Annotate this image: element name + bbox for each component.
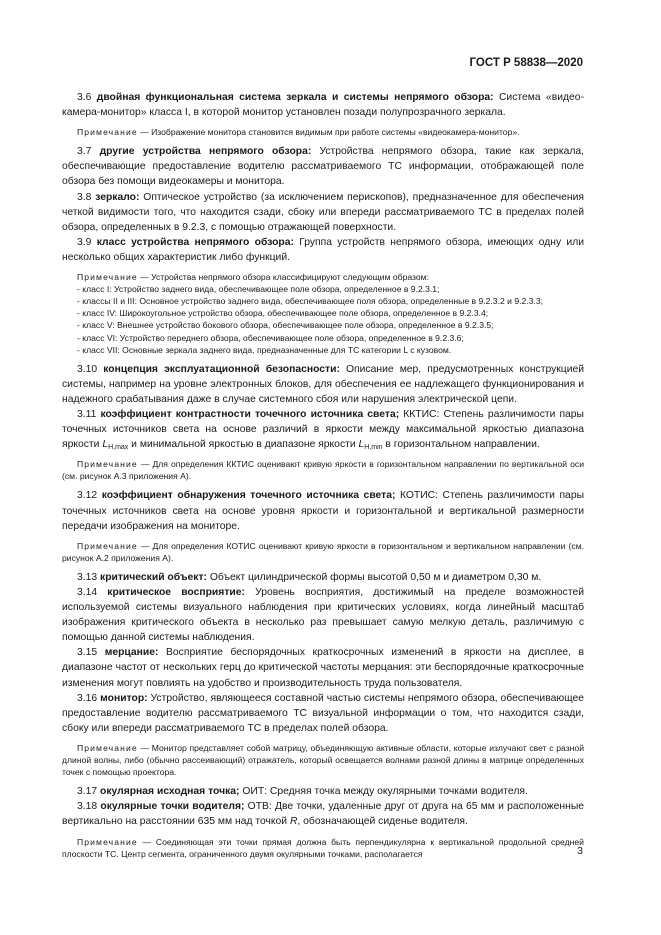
term-title: критическое восприятие: xyxy=(107,587,245,598)
term-title: монитор: xyxy=(100,692,148,704)
note-3-16: Примечание — Монитор представляет собой матрицу, объединяющую активные области, которые излучают свет с разной длиной волны, либо (обычно рассеивающий) отражатель, который освещается волнами разной длины в матрице определенных точек с помощью проектора. xyxy=(62,742,584,778)
note-3-18: Примечание — Соединяющая эти точки прямая должна быть перпендикулярна к вертикальной продольной средней плоскости ТС. Центр сегмента, ограниченного двумя окулярными точками, располагается xyxy=(62,836,584,859)
term-3-10: 3.10 концепция эксплуатационной безопасности: Описание мер, предусмотренных конструкцией системы, например на уровне электронных блоков, для обеспечения ее надлежащего функционирования и надежного срабатывания даже в случае системного сбоя или нарушения электрической цепи. xyxy=(62,363,585,405)
term-3-6: 3.6 двойная функциональная система зеркала и системы непрямого обзора: Система «видео-камера-монитор» класса I, в которой монитор установлен позади полупрозрачного зеркала. xyxy=(62,92,585,119)
term-3-9: 3.9 класс устройства непрямого обзора: Группа устройств непрямого обзора, имеющих одну или несколько общих характеристик либо функций. xyxy=(62,236,585,263)
term-3-18: 3.18 окулярные точки водителя; ОТВ: Две точки, удаленные друг от друга на 65 мм и расположенные вертикально на расстоянии 635 мм над точкой R, обозначающей сиденье водителя. xyxy=(62,801,585,828)
list-item: - класс V: Внешнее устройство бокового обзора, обеспечивающее поле обзора, определенное в 9.2.3.5; xyxy=(77,320,494,331)
term-title: коэффициент обнаружения точечного источника света; xyxy=(101,490,396,502)
term-title: коэффициент контрастности точечного источника света; xyxy=(100,408,400,420)
term-3-12: 3.12 коэффициент обнаружения точечного источника света; КОТИС: Степень различимости пары точечных источников света на основе уровня яркости и горизонтальной и вертикальной размерности передачи изображения на мониторе. xyxy=(62,490,585,532)
term-title: окулярные точки водителя; xyxy=(100,801,245,813)
term-title: зеркало: xyxy=(95,191,140,203)
term-3-15: 3.15 мерцание: Восприятие беспорядочных краткосрочных изменений в яркости на дисплее, в диапазоне частот от нескольких герц до критической частоты мерцания: эти беспорядочные краткосрочные изменения могут повлиять на удобство и производительность труда пользователя. xyxy=(62,647,584,689)
list-item: - класс IV: Широкоугольное устройство обзора, обеспечивающее поле обзора, определенное в 9.2.3.4; xyxy=(77,308,489,319)
term-3-11: 3.11 коэффициент контрастности точечного источника света; ККТИС: Степень различимости пары точечных источников света на основе различий в яркости между максимальной яркостью диапазона яркости $L_{H,max}$ и минимальной яркостью в диапазоне яркости $L_{H,min}$ в горизонтальном направлении. xyxy=(62,408,584,452)
term-title: окулярная исходная точка; xyxy=(100,786,240,798)
list-item: - класс VI: Устройство переднего обзора, обеспечивающее поле обзора, определенное в 9.2.3.6; xyxy=(77,332,464,343)
note-3-11: Примечание — Для определения ККТИС оценивают кривую яркости в горизонтальном направлении по вертикальной оси (см. рисунок А.3 приложения А). xyxy=(62,459,584,482)
term-3-13: 3.13 критический объект: Объект цилиндрической формы высотой 0,50 м и диаметром 0,30 м. xyxy=(77,571,542,583)
term-title: концепция эксплуатационной безопасности: xyxy=(103,363,340,375)
list-item: - классы II и III: Основное устройство заднего вида, обеспечивающее поля обзора, определенные в 9.2.3.2 и 9.2.3.3; xyxy=(77,296,543,307)
note-3-9: Примечание — Устройства непрямого обзора классифицируют следующим образом: xyxy=(77,272,429,283)
note-3-12: Примечание — Для определения КОТИС оценивают кривую яркости в горизонтальном и вертикальном направлении (см. рисунок А.2 приложения А). xyxy=(62,540,584,563)
terms-section xyxy=(62,90,584,860)
term-3-14: 3.14 критическое восприятие: Уровень восприятия, достижимый на пределе возможностей используемой системы визуального наблюдения при критических условиях, когда линейный масштаб изображения критического объекта в несколько раз превышает самую мелкую деталь, различимую с помощью данной системы наблюдения. xyxy=(62,587,584,644)
note-3-6: Примечание — Изображение монитора становится видимым при работе системы «видеокамера-монитор». xyxy=(77,127,520,138)
document-id: ГОСТ Р 58838—2020 xyxy=(469,57,583,69)
term-title: критический объект: xyxy=(100,571,207,583)
term-3-8: 3.8 зеркало: Оптическое устройство (за исключением перископов), предназначенное для обеспечения четкой видимости того, что находится сзади, сбоку или впереди рассматриваемого ТС в пределах полей обзора, определенных в 9.2.3, с помощью отражающей поверхности. xyxy=(62,191,584,233)
term-title: другие устройства непрямого обзора: xyxy=(99,146,312,158)
term-3-16: 3.16 монитор: Устройство, являющееся составной частью системы непрямого обзора, обеспечивающее предоставление водителю рассматриваемого ТС визуальной информации о том, что находится сзади, сбоку или впереди рассматриваемого ТС в пределах полей обзора. xyxy=(62,692,585,734)
page-number: 3 xyxy=(577,845,583,857)
list-item: - класс VII: Основные зеркала заднего вида, предназначенные для ТС категории L с кузовом. xyxy=(77,344,452,355)
term-title: мерцание: xyxy=(104,647,159,659)
term-3-7: 3.7 другие устройства непрямого обзора: Устройства непрямого обзора, такие как зеркала, обеспечивающие предоставление водителю рассматриваемого ТС информации, отображающей поле обзора без помощи видеокамеры и монитора. xyxy=(62,146,584,188)
term-3-17: 3.17 окулярная исходная точка; ОИТ: Средняя точка между окулярными точками водителя. xyxy=(77,786,528,798)
term-title: двойная функциональная система зеркала и системы непрямого обзора: xyxy=(96,92,494,103)
list-item: - класс I: Устройство заднего вида, обеспечивающее поле обзора, определенное в 9.2.3.1; xyxy=(77,284,440,295)
term-title: класс устройства непрямого обзора: xyxy=(96,236,294,248)
